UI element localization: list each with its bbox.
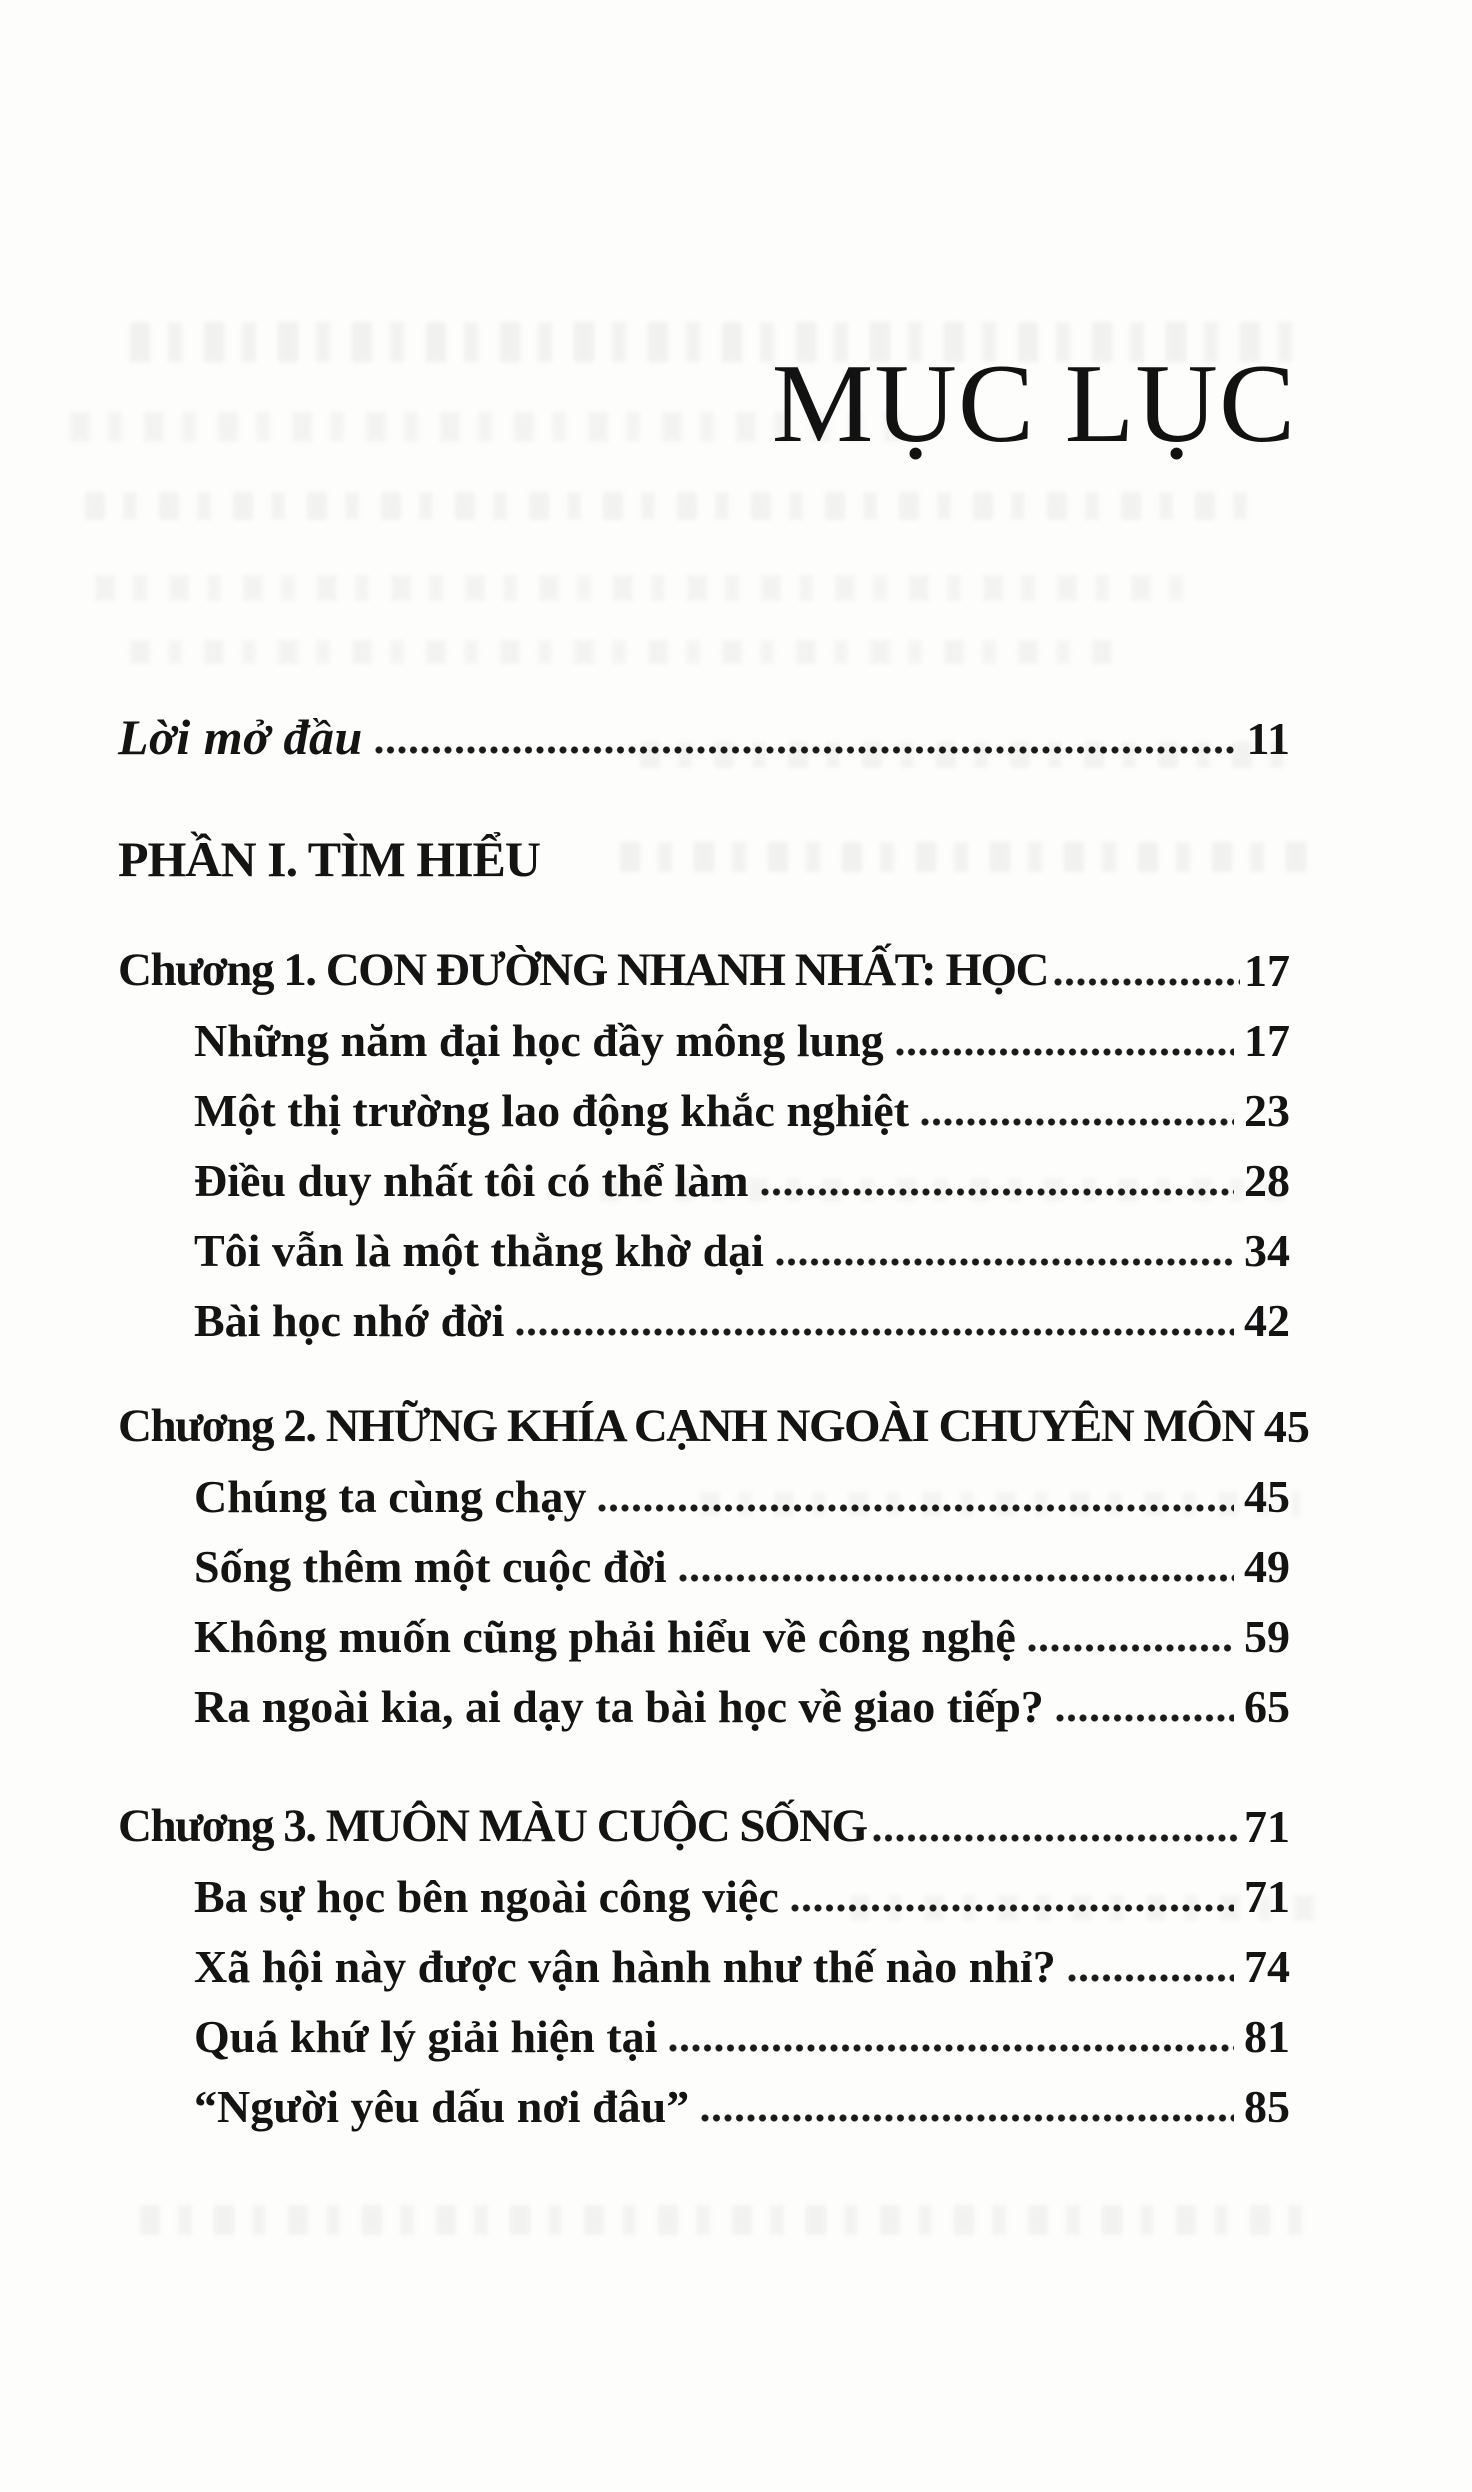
dot-leader xyxy=(1054,978,1240,987)
toc-entry-chapter xyxy=(118,1780,1290,1850)
toc-entry-label: Chương 1. CON ĐƯỜNG NHANH NHẤT: HỌC xyxy=(118,944,1049,996)
toc-entry-page-number: 28 xyxy=(1244,1155,1290,1206)
toc-entry-page-number: 49 xyxy=(1244,1541,1290,1592)
toc-entry-item xyxy=(118,1204,1290,1274)
scan-artifact xyxy=(130,640,1130,664)
toc-entry-page-number: 11 xyxy=(1246,713,1290,764)
toc-entry-page-number: 17 xyxy=(1244,945,1290,996)
part-heading: PHẦN I. TÌM HIỂU xyxy=(118,831,541,887)
dot-leader xyxy=(375,746,1237,755)
dot-leader xyxy=(1028,1644,1234,1653)
toc-entry-label: Ba sự học bên ngoài công việc xyxy=(194,1871,779,1922)
toc-entry-label: Không muốn cũng phải hiểu về công nghệ xyxy=(194,1611,1016,1662)
dot-leader xyxy=(921,1118,1234,1127)
toc-entry-label: Điều duy nhất tôi có thể làm xyxy=(194,1155,749,1206)
toc-entry-label: Ra ngoài kia, ai dạy ta bài học về giao tiếp? xyxy=(194,1681,1044,1732)
toc-entry-page-number: 23 xyxy=(1244,1085,1290,1136)
toc-entry-label: Xã hội này được vận hành như thế nào nhỉ? xyxy=(194,1941,1056,1992)
scan-artifact xyxy=(85,492,1265,520)
toc-entry-page-number: 42 xyxy=(1244,1295,1290,1346)
toc-entry-label: Tôi vẫn là một thằng khờ dại xyxy=(194,1225,764,1276)
dot-leader xyxy=(761,1188,1234,1197)
dot-leader xyxy=(873,1834,1240,1843)
dot-leader xyxy=(598,1504,1234,1513)
toc-entry-item xyxy=(118,1660,1290,1730)
dot-leader xyxy=(701,2114,1234,2123)
toc-entry-label: Bài học nhớ đời xyxy=(194,1295,505,1346)
dot-leader xyxy=(1056,1714,1234,1723)
dot-leader xyxy=(776,1258,1234,1267)
toc-entry-label: Một thị trường lao động khắc nghiệt xyxy=(194,1085,910,1136)
dot-leader xyxy=(896,1048,1234,1057)
toc-entry-item xyxy=(118,1990,1290,2060)
dot-leader xyxy=(516,1328,1234,1337)
toc-entry-page-number: 81 xyxy=(1244,2011,1290,2062)
scan-artifact xyxy=(140,2205,1320,2235)
toc-entry-label: Sống thêm một cuộc đời xyxy=(194,1541,667,1592)
toc-entry-item xyxy=(118,1064,1290,1134)
toc-entry-item xyxy=(118,1850,1290,1920)
toc-entry-label: Lời mở đầu xyxy=(118,709,363,765)
dot-leader xyxy=(679,1574,1234,1583)
toc-entry-page-number: 71 xyxy=(1244,1801,1290,1852)
toc-entry-item xyxy=(118,1920,1290,1990)
toc-entry-label: Quá khứ lý giải hiện tại xyxy=(194,2011,658,2062)
toc-entry-page-number: 17 xyxy=(1244,1015,1290,1066)
toc-entry-item xyxy=(118,1274,1290,1344)
toc-entry-preface xyxy=(118,692,1290,765)
dot-leader xyxy=(791,1904,1234,1913)
toc-entry-page-number: 59 xyxy=(1244,1611,1290,1662)
toc-entry-page-number: 65 xyxy=(1244,1681,1290,1732)
toc-entry-label: Chương 2. NHỮNG KHÍA CẠNH NGOÀI CHUYÊN MÔN xyxy=(118,1400,1254,1452)
toc-entry-item xyxy=(118,1134,1290,1204)
toc-entry-page-number: 85 xyxy=(1244,2081,1290,2132)
toc-entry-chapter xyxy=(118,1380,1310,1452)
toc-entry-item xyxy=(118,994,1290,1064)
dot-leader xyxy=(669,2044,1234,2053)
page-title: MỤC LỤC xyxy=(771,342,1296,466)
toc-entry-chapter xyxy=(118,924,1290,994)
toc-entry-page-number: 71 xyxy=(1244,1871,1290,1922)
toc-entry-label: Những năm đại học đầy mông lung xyxy=(194,1015,884,1066)
scan-artifact xyxy=(95,575,1195,601)
dot-leader xyxy=(1068,1974,1234,1983)
toc-entry-page-number: 74 xyxy=(1244,1941,1290,1992)
toc-entry-page-number: 45 xyxy=(1244,1471,1290,1522)
toc-entry-label: Chương 3. MUÔN MÀU CUỘC SỐNG xyxy=(118,1800,867,1852)
toc-entry-label: Chúng ta cùng chạy xyxy=(194,1471,587,1522)
toc-entry-item xyxy=(118,2060,1290,2130)
toc-entry-page-number: 45 xyxy=(1263,1401,1310,1452)
toc-entry-item xyxy=(118,1590,1290,1660)
toc-entry-item xyxy=(118,1520,1290,1590)
toc-entry-page-number: 34 xyxy=(1244,1225,1290,1276)
toc-entry-item xyxy=(118,1450,1290,1520)
toc-entry-label: “Người yêu dấu nơi đâu” xyxy=(194,2081,690,2132)
table-of-contents xyxy=(118,692,1310,2132)
